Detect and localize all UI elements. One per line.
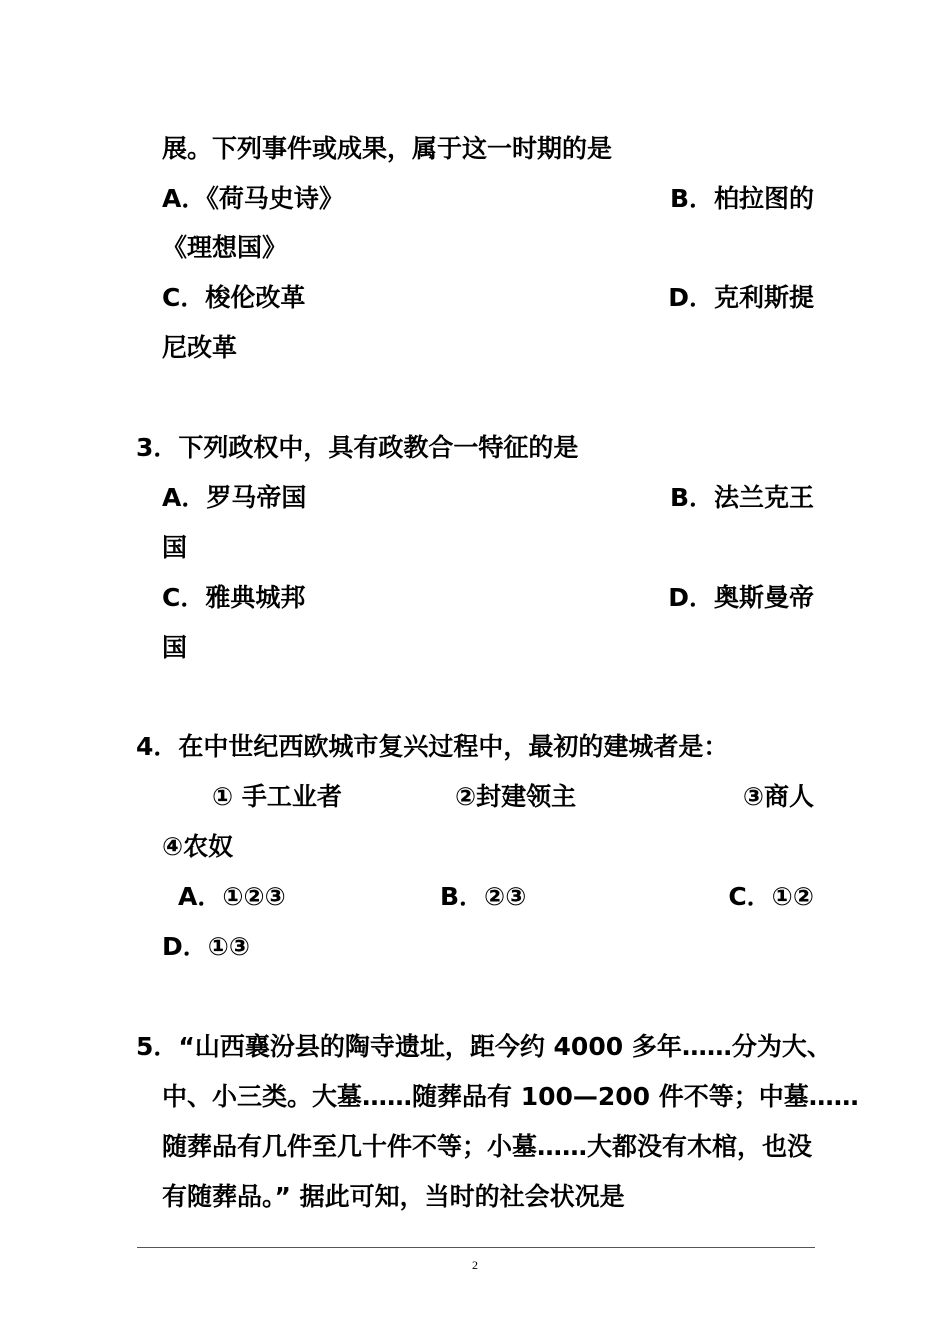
q3-option-b: B．法兰克王 xyxy=(669,483,814,512)
page-number: 2 xyxy=(472,1258,478,1272)
q4-item-2: ②封建领主 xyxy=(455,782,577,811)
q4-option-b: B．②③ xyxy=(440,882,527,911)
q5-line-3: 随葬品有几件至几十件不等；小墓……大都没有木棺，也没 xyxy=(162,1132,813,1161)
q5-line-4: 有随葬品。” 据此可知，当时的社会状况是 xyxy=(162,1182,625,1211)
q3-stem: 3．下列政权中，具有政教合一特征的是 xyxy=(136,433,579,462)
q2-option-c: C．梭伦改革 xyxy=(162,283,306,312)
q4-option-d: D．①③ xyxy=(162,932,251,961)
q4-option-c: C．①② xyxy=(728,882,814,911)
footer-divider xyxy=(137,1247,815,1248)
q2-option-d: D．克利斯提 xyxy=(668,283,814,312)
q4-item-1: ① 手工业者 xyxy=(212,782,342,811)
q2-stem-tail: 展。下列事件或成果，属于这一时期的是 xyxy=(162,134,613,163)
q3-option-d-cont: 国 xyxy=(162,633,188,662)
q5-line-1: 5．“山西襄汾县的陶寺遗址，距今约 4000 多年……分为大、 xyxy=(136,1032,832,1061)
q5-line-2: 中、小三类。大墓……随葬品有 100—200 件不等；中墓…… xyxy=(162,1082,859,1111)
q2-option-b-cont: 《理想国》 xyxy=(162,233,288,262)
q3-option-c: C．雅典城邦 xyxy=(162,583,306,612)
q4-option-a: A．①②③ xyxy=(178,882,286,911)
q4-stem: 4．在中世纪西欧城市复兴过程中，最初的建城者是： xyxy=(136,732,729,761)
q4-item-4: ④农奴 xyxy=(162,832,234,861)
q2-option-b: B．柏拉图的 xyxy=(669,184,814,213)
q2-option-d-cont: 尼改革 xyxy=(162,333,238,362)
q3-option-b-cont: 国 xyxy=(162,533,188,562)
q3-option-a: A．罗马帝国 xyxy=(162,483,307,512)
q2-option-a: A．《荷马史诗》 xyxy=(162,184,344,213)
q3-option-d: D．奥斯曼帝 xyxy=(668,583,814,612)
q4-item-3: ③商人 xyxy=(742,782,814,811)
